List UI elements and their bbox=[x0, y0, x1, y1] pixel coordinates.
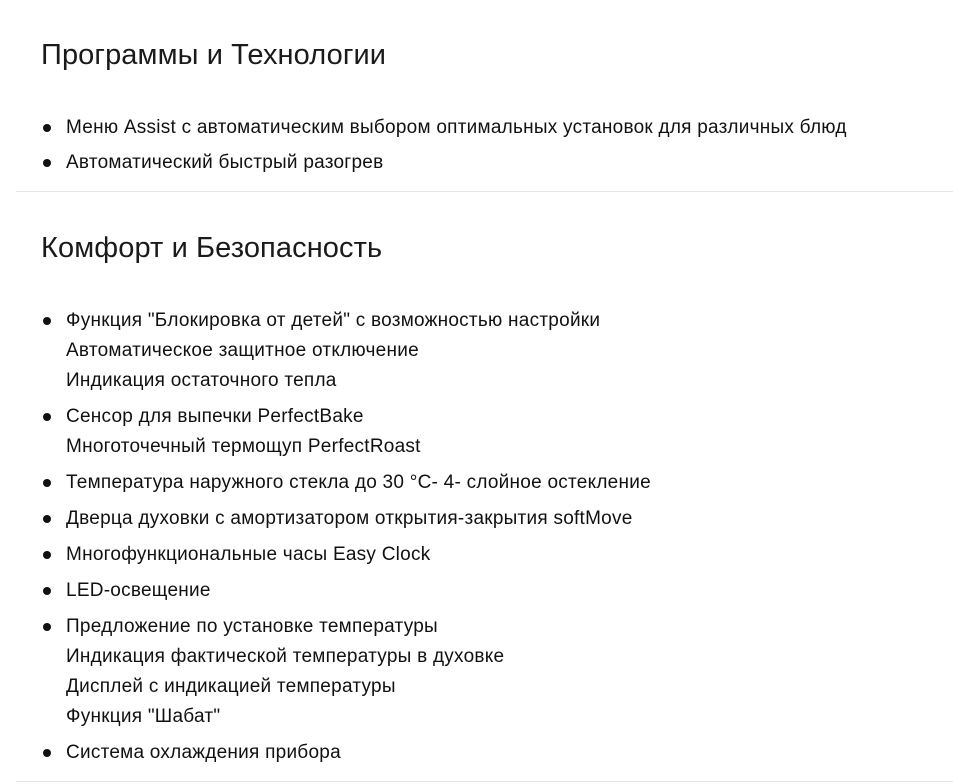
bullet-icon bbox=[43, 413, 51, 421]
list-item-text: Автоматический быстрый разогрев bbox=[66, 152, 384, 173]
list-item-text: Функция "Блокировка от детей" с возможностью настройки bbox=[66, 310, 601, 331]
list-item-text: Автоматическое защитное отключение bbox=[66, 340, 419, 361]
list-item bbox=[41, 612, 651, 732]
list-item bbox=[41, 148, 847, 178]
bullet-icon bbox=[43, 515, 51, 523]
bullet-icon bbox=[43, 623, 51, 631]
bullet-icon bbox=[43, 587, 51, 595]
list-item bbox=[41, 306, 651, 396]
bullet-icon bbox=[43, 124, 51, 132]
list-item-text: Дисплей с индикацией температуры bbox=[66, 676, 396, 697]
list-item-text: Дверца духовки с амортизатором открытия-закрытия softMove bbox=[66, 508, 633, 529]
list-item-text: Сенсор для выпечки PerfectBake bbox=[66, 406, 364, 427]
list-item-text: Многофункциональные часы Easy Clock bbox=[66, 544, 431, 565]
list-item-text: Функция "Шабат" bbox=[66, 706, 221, 727]
list-item bbox=[41, 504, 651, 534]
list-item bbox=[41, 468, 651, 498]
list-item-text: Температура наружного стекла до 30 °C- 4- слойное остекление bbox=[66, 472, 651, 493]
list-item-text: Система охлаждения прибора bbox=[66, 742, 341, 763]
bullet-icon bbox=[43, 317, 51, 325]
section-divider bbox=[16, 191, 953, 192]
list-item bbox=[41, 402, 651, 462]
bullet-icon bbox=[43, 551, 51, 559]
list-item bbox=[41, 738, 651, 768]
list-item-text: Предложение по установке температуры bbox=[66, 616, 438, 637]
section-title: Программы и Технологии bbox=[41, 39, 387, 71]
bullet-icon bbox=[43, 479, 51, 487]
feature-list bbox=[41, 113, 847, 178]
section-title: Комфорт и Безопасность bbox=[41, 232, 383, 264]
bullet-icon bbox=[43, 159, 51, 167]
section-divider bbox=[16, 781, 953, 782]
list-item-text: Многоточечный термощуп PerfectRoast bbox=[66, 436, 421, 457]
list-item-text: Меню Assist с автоматическим выбором оптимальных установок для различных блюд bbox=[66, 117, 847, 138]
list-item-text: Индикация остаточного тепла bbox=[66, 370, 337, 391]
bullet-icon bbox=[43, 749, 51, 757]
list-item-text: LED-освещение bbox=[66, 580, 211, 601]
list-item-text: Индикация фактической температуры в духовке bbox=[66, 646, 505, 667]
list-item bbox=[41, 576, 651, 606]
list-item bbox=[41, 113, 847, 143]
feature-list bbox=[41, 306, 651, 768]
list-item bbox=[41, 540, 651, 570]
